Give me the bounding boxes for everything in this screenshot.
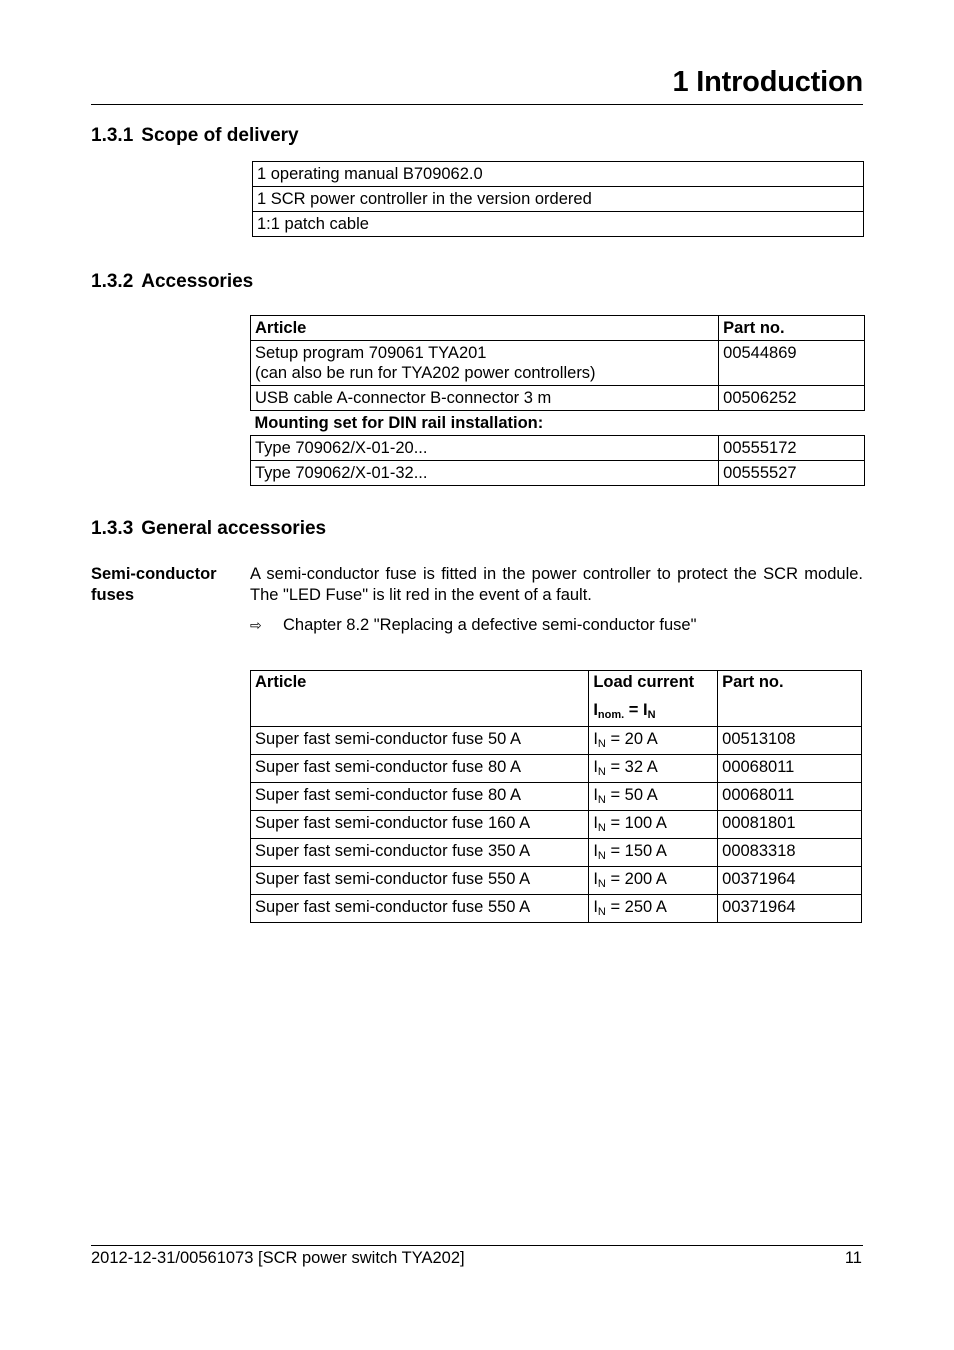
table-row	[251, 867, 862, 895]
fuse-part-no: 00513108	[718, 727, 862, 755]
fuse-article: Super fast semi-conductor fuse 80 A	[251, 755, 589, 783]
body-paragraph: A semi-conductor fuse is fitted in the power controller to protect the SCR module. The "LED Fuse" is lit red in the event of a fault.	[250, 565, 863, 604]
fuse-article: Super fast semi-conductor fuse 80 A	[251, 783, 589, 811]
setup-program-line: Setup program 709061 TYA201	[255, 344, 487, 362]
fuse-load-current: $I_N = 32$ A	[589, 755, 718, 783]
footer-rule	[91, 1245, 863, 1246]
column-header-part-no: Part no.	[718, 671, 862, 727]
fuse-part-no: 00371964	[718, 895, 862, 923]
section-number: 1.3.2	[91, 271, 134, 292]
chapter-title: 1 Introduction	[672, 66, 863, 98]
fuse-load-current: $I_N = 250$ A	[589, 895, 718, 923]
table-row	[251, 386, 865, 411]
column-header-part-no: Part no.	[719, 316, 865, 341]
load-current-formula: $I_{nom.} = I_N$	[593, 701, 656, 721]
section-heading-accessories	[91, 271, 253, 293]
table-row	[251, 727, 862, 755]
section-title: General accessories	[141, 518, 327, 539]
table-header-row	[251, 671, 862, 727]
header-rule	[91, 104, 863, 105]
fuse-article: Super fast semi-conductor fuse 550 A	[251, 867, 589, 895]
table-cell: 00555527	[719, 461, 865, 486]
accessories-table	[250, 315, 865, 486]
table-row	[253, 187, 864, 212]
page-number: 11	[844, 1249, 862, 1267]
footer-doc-ref: 2012-12-31/00561073 [SCR power switch TYA202]	[91, 1249, 465, 1267]
table-row	[251, 461, 865, 486]
cross-reference	[250, 615, 696, 637]
fuse-part-no: 00083318	[718, 839, 862, 867]
section-number: 1.3.1	[91, 125, 134, 146]
table-row	[251, 436, 865, 461]
table-cell: 1 operating manual B709062.0	[253, 162, 864, 187]
fuse-article: Super fast semi-conductor fuse 550 A	[251, 895, 589, 923]
fuse-article: Super fast semi-conductor fuse 350 A	[251, 839, 589, 867]
fuses-table	[250, 670, 862, 923]
arrow-right-icon: ⇨	[250, 618, 262, 634]
load-current-label: Load current	[593, 673, 695, 691]
fuse-part-no: 00068011	[718, 755, 862, 783]
margin-label: Semi-conductor fuses	[91, 565, 217, 604]
fuse-load-current: $I_N = 150$ A	[589, 839, 718, 867]
table-cell: 00544869	[719, 341, 865, 386]
fuse-part-no: 00371964	[718, 867, 862, 895]
fuse-part-no: 00068011	[718, 783, 862, 811]
table-row	[251, 783, 862, 811]
mounting-set-heading: Mounting set for DIN rail installation:	[251, 411, 865, 436]
fuse-load-current: $I_N = 50$ A	[589, 783, 718, 811]
table-cell: Type 709062/X-01-20...	[251, 436, 719, 461]
fuse-article: Super fast semi-conductor fuse 160 A	[251, 811, 589, 839]
table-cell: Type 709062/X-01-32...	[251, 461, 719, 486]
table-cell: USB cable A-connector B-connector 3 m	[251, 386, 719, 411]
table-row	[251, 839, 862, 867]
section-number: 1.3.3	[91, 518, 134, 539]
section-heading-general-accessories	[91, 518, 326, 540]
fuse-load-current: $I_N = 100$ A	[589, 811, 718, 839]
section-title: Scope of delivery	[141, 125, 299, 146]
table-row	[253, 212, 864, 237]
table-cell	[251, 341, 719, 386]
table-cell: 00506252	[719, 386, 865, 411]
table-row	[251, 341, 865, 386]
setup-program-note: (can also be run for TYA202 power controllers)	[255, 364, 596, 382]
section-title: Accessories	[141, 271, 254, 292]
column-header-article: Article	[251, 316, 719, 341]
table-cell: 1:1 patch cable	[253, 212, 864, 237]
table-cell: 00555172	[719, 436, 865, 461]
column-header-article: Article	[251, 671, 589, 727]
table-cell: 1 SCR power controller in the version ordered	[253, 187, 864, 212]
table-subheading-row	[251, 411, 865, 436]
fuse-part-no: 00081801	[718, 811, 862, 839]
table-row	[253, 162, 864, 187]
cross-reference-link[interactable]: Chapter 8.2 "Replacing a defective semi-conductor fuse"	[283, 616, 697, 634]
table-row	[251, 895, 862, 923]
table-header-row	[251, 316, 865, 341]
table-row	[251, 755, 862, 783]
fuse-article: Super fast semi-conductor fuse 50 A	[251, 727, 589, 755]
column-header-load-current	[589, 671, 718, 727]
fuse-load-current: $I_N = 20$ A	[589, 727, 718, 755]
table-row	[251, 811, 862, 839]
scope-of-delivery-table	[252, 161, 864, 237]
section-heading-scope	[91, 125, 299, 147]
fuse-load-current: $I_N = 200$ A	[589, 867, 718, 895]
